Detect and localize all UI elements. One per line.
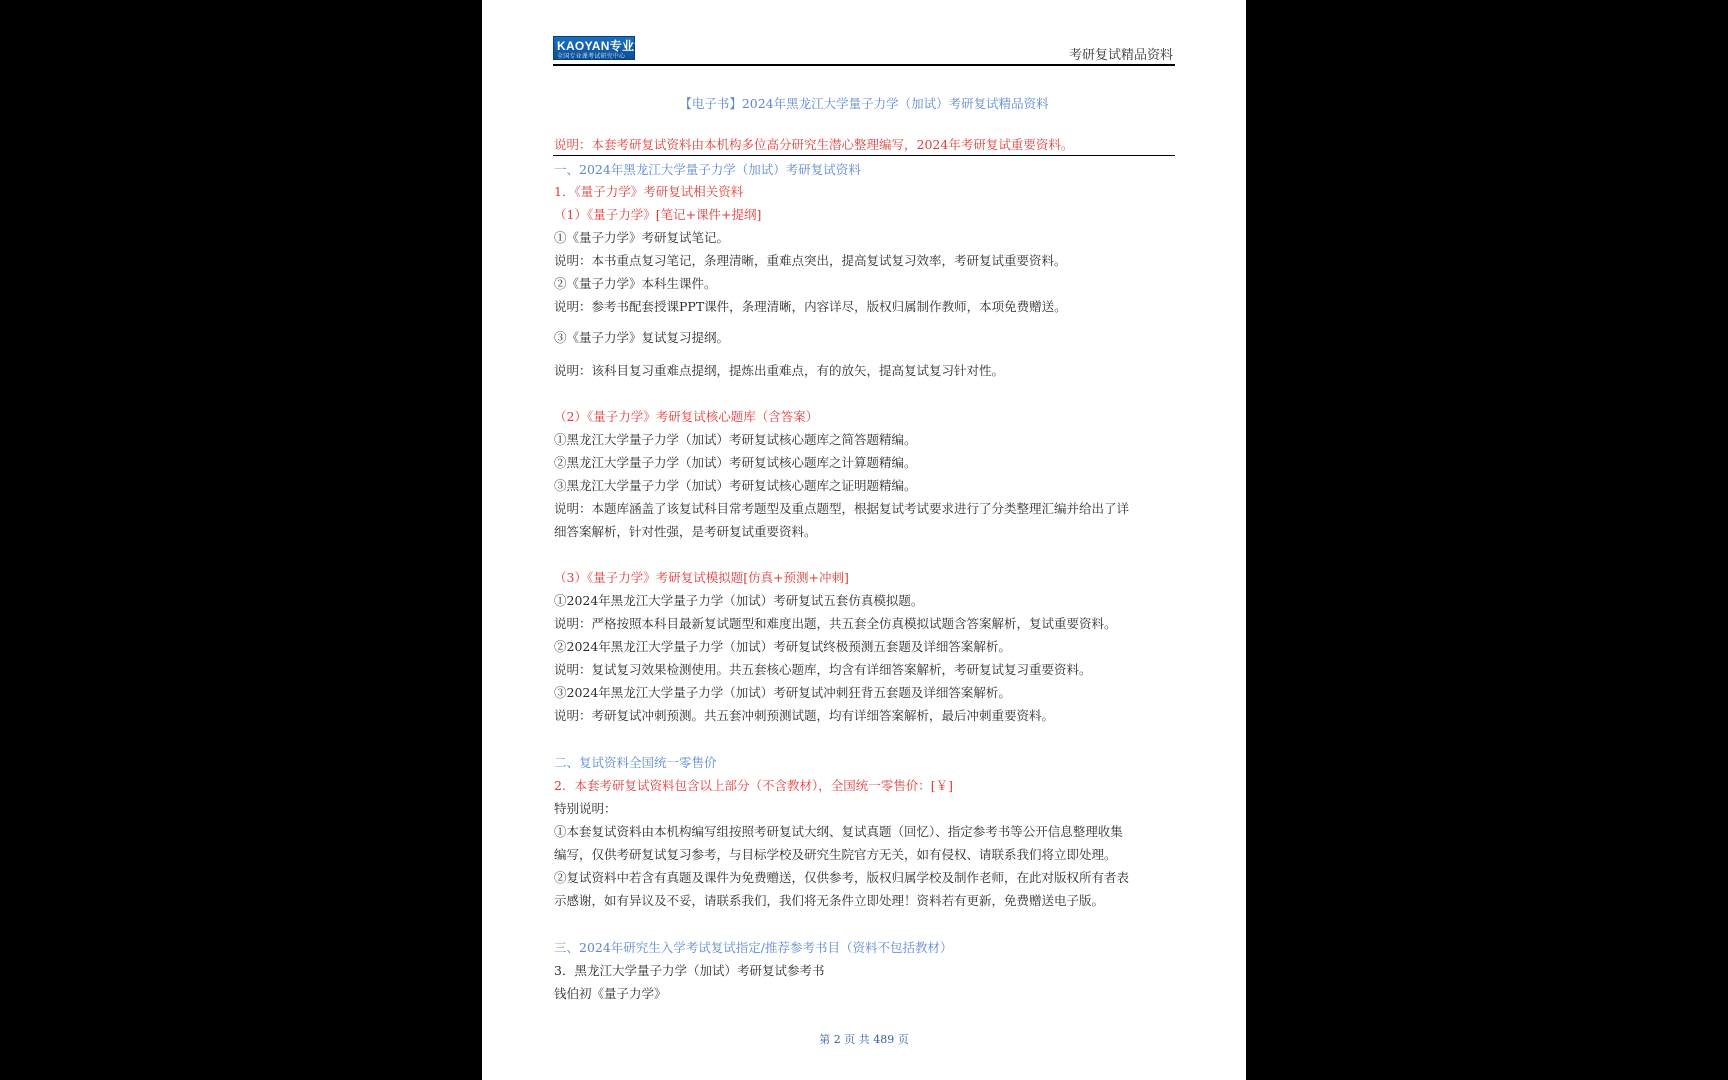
list-item-note: 说明：本题库涵盖了该复试科目常考题型及重点题型，根据复试考试要求进行了分类整理汇编并给出了详 — [554, 501, 1130, 516]
list-item-note: 说明：本书重点复习笔记，条理清晰，重难点突出，提高复试复习效率，考研复试重要资料。 — [554, 253, 1067, 268]
page-number: 第 2 页 共 489 页 — [819, 1033, 909, 1046]
subsection-heading-1: 1．《量子力学》考研复试相关资料 — [554, 184, 744, 199]
section-heading-3: 三、2024年研究生入学考试复试指定/推荐参考书目（资料不包括教材） — [554, 940, 953, 955]
section-heading-2: 二、复试资料全国统一零售价 — [554, 755, 717, 770]
kaoyan-logo — [553, 36, 647, 60]
special-note: ①本套复试资料由本机构编写组按照考研复试大纲、复试真题（回忆）、指定参考书等公开信息整理收集 — [554, 824, 1123, 839]
list-item: ①黑龙江大学量子力学（加试）考研复试核心题库之简答题精编。 — [554, 432, 917, 447]
list-item: ①2024年黑龙江大学量子力学（加试）考研复试五套仿真模拟题。 — [554, 593, 924, 608]
reference-heading: 3．黑龙江大学量子力学（加试）考研复试参考书 — [554, 963, 825, 978]
logo-subtitle: 全国专业课考试研究中心 — [557, 54, 626, 60]
list-item-note: 说明：参考书配套授课PPT课件，条理清晰，内容详尽，版权归属制作教师，本项免费赠送。 — [554, 299, 1067, 314]
list-item: ③2024年黑龙江大学量子力学（加试）考研复试冲刺狂背五套题及详细答案解析。 — [554, 685, 1011, 700]
list-item-note: 说明：严格按照本科目最新复试题型和难度出题，共五套全仿真模拟试题含答案解析，复试重要资料。 — [554, 616, 1117, 631]
price-line: 2．本套考研复试资料包含以上部分（不含教材），全国统一零售价：[￥] — [554, 778, 953, 793]
special-note-cont: 编写，仅供考研复试复习参考，与目标学校及研究生院官方无关，如有侵权、请联系我们将立即处理。 — [554, 847, 1117, 862]
list-item-note: 说明：复试复习效果检测使用。共五套核心题库，均含有详细答案解析，考研复试复习重要资料。 — [554, 662, 1092, 677]
document-page — [482, 0, 1246, 1080]
item-heading-mock-exams: （3）《量子力学》考研复试模拟题[仿真+预测+冲刺] — [554, 570, 849, 585]
special-note: ②复试资料中若含有真题及课件为免费赠送，仅供参考，版权归属学校及制作老师，在此对版权所有者表 — [554, 870, 1130, 885]
item-heading-notes: （1）《量子力学》[笔记+课件+提纲] — [554, 207, 762, 222]
special-note-label: 特别说明： — [554, 801, 617, 816]
list-item: ③黑龙江大学量子力学（加试）考研复试核心题库之证明题精编。 — [554, 478, 917, 493]
list-item: ①《量子力学》考研复试笔记。 — [554, 230, 730, 245]
intro-divider — [553, 155, 1175, 156]
document-title: 【电子书】2024年黑龙江大学量子力学（加试）考研复试精品资料 — [679, 96, 1049, 111]
list-item-note: 说明：考研复试冲刺预测。共五套冲刺预测试题，均有详细答案解析，最后冲刺重要资料。 — [554, 708, 1055, 723]
reference-book: 钱伯初《量子力学》 — [554, 986, 667, 1001]
list-item: ②黑龙江大学量子力学（加试）考研复试核心题库之计算题精编。 — [554, 455, 917, 470]
page-header — [553, 34, 1175, 66]
header-label: 考研复试精品资料 — [1068, 48, 1173, 63]
list-item: ②《量子力学》本科生课件。 — [554, 276, 717, 291]
special-note-cont: 示感谢，如有异议及不妥，请联系我们，我们将无条件立即处理！资料若有更新，免费赠送电子版。 — [554, 893, 1105, 908]
item-heading-question-bank: （2）《量子力学》考研复试核心题库（含答案） — [554, 409, 819, 424]
list-item-note: 说明：该科目复习重难点提纲，提炼出重难点，有的放矢，提高复试复习针对性。 — [554, 363, 1005, 378]
list-item: ②2024年黑龙江大学量子力学（加试）考研复试终极预测五套题及详细答案解析。 — [554, 639, 1011, 654]
logo-text: KAOYAN专业课 — [557, 39, 647, 53]
section-heading-1: 一、2024年黑龙江大学量子力学（加试）考研复试资料 — [554, 162, 861, 177]
intro-note: 说明：本套考研复试资料由本机构多位高分研究生潜心整理编写，2024年考研复试重要资料。 — [554, 137, 1074, 152]
list-item: ③《量子力学》复试复习提纲。 — [554, 330, 730, 345]
list-item-note-cont: 细答案解析，针对性强，是考研复试重要资料。 — [554, 524, 817, 539]
